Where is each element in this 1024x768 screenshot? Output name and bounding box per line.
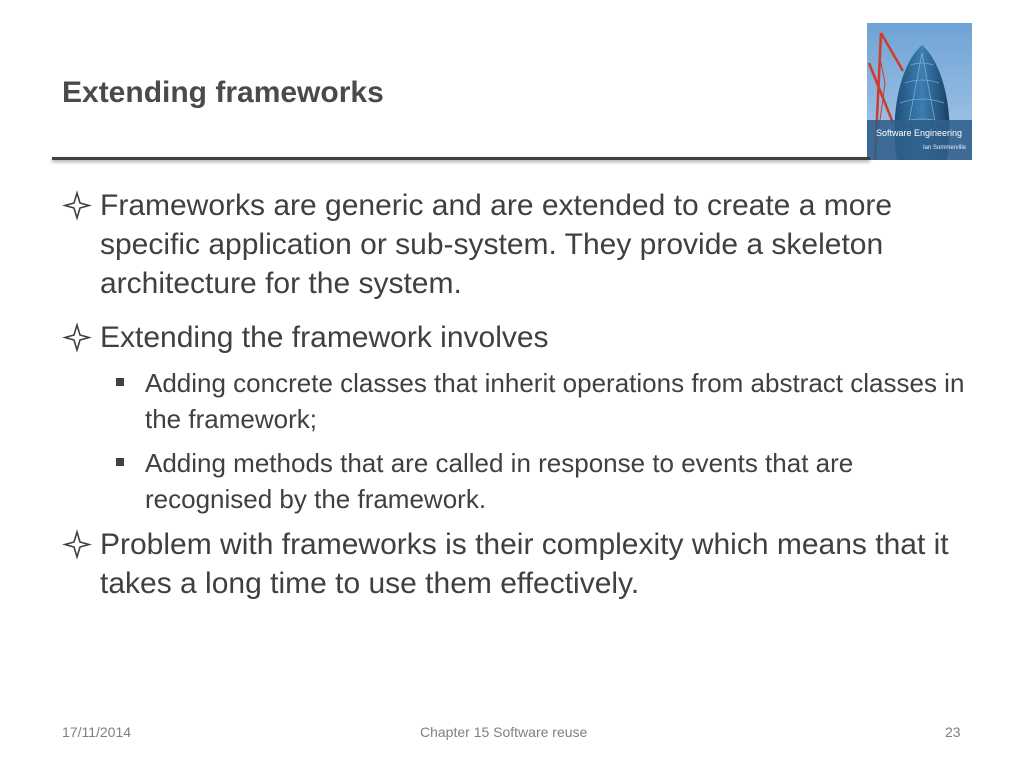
bullet-item — [62, 318, 982, 357]
book-cover-author: Ian Sommerville — [922, 145, 966, 151]
four-point-star-outline-icon — [62, 525, 92, 564]
sub-bullet-text: Adding concrete classes that inherit operations from abstract classes in the framework; — [145, 368, 965, 434]
book-cover-graphic — [867, 23, 972, 160]
square-bullet-icon — [116, 378, 124, 386]
footer-chapter: Chapter 15 Software reuse — [420, 724, 588, 740]
square-bullet-icon — [116, 458, 124, 466]
bullet-text: Frameworks are generic and are extended to create a more specific application or sub-system. They provide a skeleton architecture for the system. — [100, 189, 893, 300]
book-cover-image — [867, 23, 972, 160]
sub-bullet-text: Adding methods that are called in response to events that are recognised by the framework. — [145, 448, 854, 514]
sub-bullet-item — [62, 445, 982, 517]
title-divider — [52, 157, 870, 160]
book-cover-title: Software Engineering — [876, 128, 963, 138]
slide-title: Extending frameworks — [62, 76, 384, 109]
footer-page-number: 23 — [945, 724, 961, 740]
sub-bullet-item — [62, 365, 982, 437]
bullet-text: Problem with frameworks is their complexity which means that it takes a long time to use them effectively. — [100, 528, 949, 600]
four-point-star-outline-icon — [62, 186, 92, 225]
bullet-item — [62, 525, 982, 603]
four-point-star-outline-icon — [62, 318, 92, 357]
bullet-item — [62, 186, 982, 303]
bullet-text: Extending the framework involves — [100, 321, 549, 354]
footer-date: 17/11/2014 — [62, 724, 132, 740]
slide-content — [62, 186, 982, 618]
